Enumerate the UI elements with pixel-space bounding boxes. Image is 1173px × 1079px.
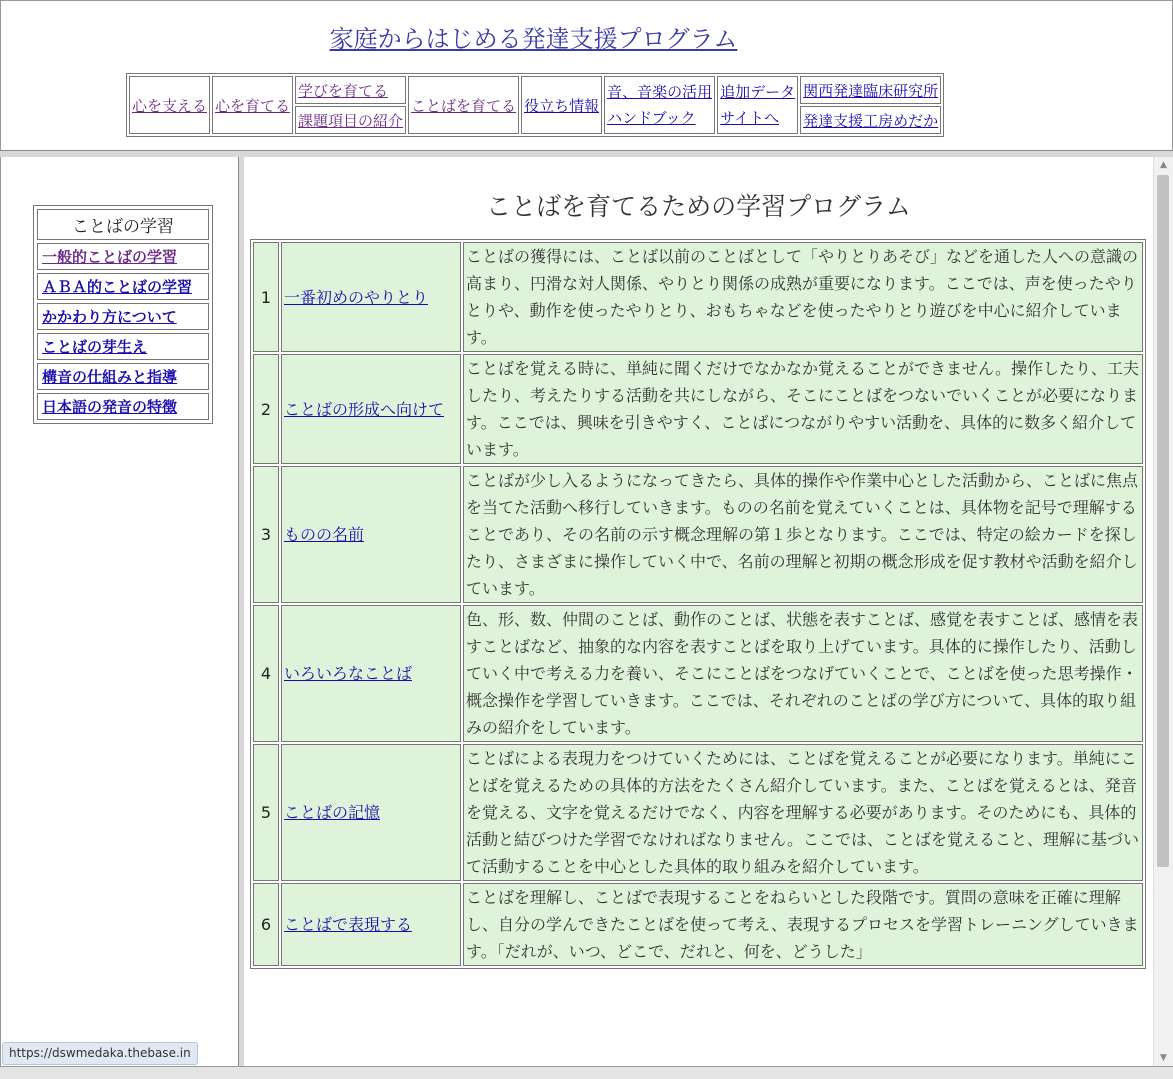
sidebar-cell: [37, 303, 209, 330]
row-title-cell: [281, 605, 461, 742]
row-title-link[interactable]: いろいろなことば: [284, 664, 413, 683]
sidebar-item-koon[interactable]: 構音の仕組みと指導: [42, 368, 178, 386]
top-frame: [0, 0, 1173, 151]
scroll-down-arrow-icon[interactable]: ▼: [1160, 1053, 1167, 1063]
row-number: 4: [253, 605, 279, 742]
row-description: ことばが少し入るようになってきたら、具体的操作や作業中心とした活動から、ことばに焦点を当てた活動へ移行していきます。ものの名前を覚えていくことは、具体物を記号で理解することであり、その名前の示す概念理解の第１歩となります。ここでは、特定の絵カードを探したり、さまざまに操作していく中で、名前の理解と初期の概念形成を促す教材や活動を紹介しています。: [463, 466, 1143, 603]
sidebar-cell: [37, 243, 209, 270]
nav-cell: [295, 106, 406, 134]
row-title-cell: [281, 466, 461, 603]
nav-cell: [800, 76, 941, 104]
row-title-cell: [281, 883, 461, 966]
row-number: 1: [253, 242, 279, 352]
row-title-cell: [281, 354, 461, 464]
sidebar-item-aba[interactable]: ＡＢＡ的ことばの学習: [42, 278, 193, 296]
row-description: ことばを覚える時に、単純に聞くだけでなかなか覚えることができません。操作したり、工夫したり、考えたりする活動を共にしながら、そこにことばをつないでいくことが必要になります。ここでは、興味を引きやすく、ことばにつながりやすい活動を、具体的に数多く紹介しています。: [463, 354, 1143, 464]
table-row: [253, 242, 1143, 352]
nav-cell: [129, 76, 210, 134]
sidebar-item-hatsuon[interactable]: 日本語の発音の特徴: [42, 398, 178, 416]
nav-cell: [717, 76, 798, 134]
nav-ongaku-line2: ハンドブック: [607, 109, 696, 127]
sidebar-cell: [37, 363, 209, 390]
sidebar-item-mebae[interactable]: ことばの芽生え: [42, 338, 148, 356]
nav-kotoba-sodateru[interactable]: ことばを育てる: [411, 96, 517, 115]
row-title-link[interactable]: 一番初めのやりとり: [284, 287, 429, 307]
row-description: ことばの獲得には、ことば以前のことばとして「やりとりあそび」などを通した人への意識の高まり、円滑な対人関係、やりとり関係の成熟が重要になります。ここでは、声を使ったやりとりや、動作を使ったやりとり、おもちゃなどを使ったやりとり遊びを中心に紹介しています。: [463, 242, 1143, 352]
left-frame: [0, 157, 239, 1066]
nav-kokoro-sasaeru[interactable]: 心を支える: [132, 96, 208, 115]
scroll-up-arrow-icon[interactable]: ▲: [1160, 160, 1167, 170]
row-number: 5: [253, 744, 279, 881]
nav-tsuika-link[interactable]: [720, 83, 795, 127]
table-row: [253, 744, 1143, 881]
main-scrollbar[interactable]: [1153, 157, 1173, 1066]
row-title-cell: [281, 744, 461, 881]
nav-tsuika-line1: 追加データ: [720, 83, 796, 101]
main-frame: [244, 157, 1153, 1066]
row-title-link[interactable]: ものの名前: [284, 525, 365, 544]
sidebar-cell: [37, 333, 209, 360]
row-number: 6: [253, 883, 279, 966]
nav-cell: [295, 76, 406, 104]
nav-tsuika-line2: サイトへ: [720, 109, 780, 127]
nav-cell: [604, 76, 715, 134]
nav-kadai-komoku[interactable]: 課題項目の紹介: [298, 111, 404, 130]
scrollbar-thumb[interactable]: [1157, 175, 1169, 867]
row-description: 色、形、数、仲間のことば、動作のことば、状態を表すことば、感覚を表すことば、感情を表すことばなど、抽象的な内容を表すことばを取り上げています。具体的に操作したり、活動していく中で考える力を養い、そこにことばをつなげていくことで、ことばを使った思考操作・概念操作を学習していきます。ここでは、それぞれのことばの学び方について、具体的取り組みの紹介をしています。: [463, 605, 1143, 742]
row-description: ことばを理解し、ことばで表現することをねらいとした段階です。質問の意味を正確に理解し、自分の学んできたことばを使って考え、表現するプロセスを学習トレーニングしていきます。「だれが、いつ、どこで、だれと、何を、どうした」: [463, 883, 1143, 966]
row-description: ことばによる表現力をつけていくためには、ことばを覚えることが必要になります。単純にことばを覚えるための具体的方法をたくさん紹介しています。また、ことばを覚えるとは、発音を覚える、文字を覚えるだけでなく、内容を理解する必要があります。そのためにも、具体的活動と結びつけた学習でなければなりません。ここでは、ことばを覚えること、理解に基づいて活動することを中心とした具体的取り組みを紹介しています。: [463, 744, 1143, 881]
row-number: 3: [253, 466, 279, 603]
table-row: [253, 354, 1143, 464]
nav-kansai[interactable]: 関西発達臨床研究所: [803, 81, 939, 100]
nav-cell: [800, 106, 941, 134]
program-table: [250, 239, 1146, 969]
sidebar-cell: [37, 273, 209, 300]
nav-ongaku-link[interactable]: [607, 83, 712, 127]
sidebar-heading: ことばの学習: [37, 209, 209, 240]
table-row: [253, 466, 1143, 603]
table-row: [253, 883, 1143, 966]
nav-medaka[interactable]: 発達支援工房めだか: [803, 111, 939, 130]
site-title-link[interactable]: 家庭からはじめる発達支援プログラム: [329, 25, 738, 53]
sidebar-item-kakawarikata[interactable]: かかわり方について: [42, 308, 177, 326]
nav-cell: [408, 76, 519, 134]
row-title-link[interactable]: ことばの記憶: [284, 803, 381, 822]
nav-cell: [521, 76, 602, 134]
sidebar-item-ippanteki[interactable]: 一般的ことばの学習: [42, 248, 178, 266]
top-nav: [126, 73, 944, 137]
sidebar-cell: [37, 393, 209, 420]
window-bottom-border: [0, 1066, 1173, 1079]
nav-manabi-sodateru[interactable]: 学びを育てる: [298, 81, 389, 100]
site-title: [1, 19, 1066, 54]
nav-ongaku-line1: 音、音楽の活用: [607, 83, 713, 101]
status-bar-url: https://dswmedaka.thebase.in: [2, 1042, 198, 1065]
row-number: 2: [253, 354, 279, 464]
page-title: ことばを育てるための学習プログラム: [486, 192, 911, 221]
nav-yakudachi[interactable]: 役立ち情報: [524, 96, 600, 115]
table-row: [253, 605, 1143, 742]
row-title-cell: [281, 242, 461, 352]
nav-cell: [212, 76, 293, 134]
row-title-link[interactable]: ことばの形成へ向けて: [284, 399, 445, 419]
row-title-link[interactable]: ことばで表現する: [284, 915, 413, 934]
nav-kokoro-sodateru[interactable]: 心を育てる: [215, 96, 291, 115]
sidebar-nav: [33, 205, 213, 424]
